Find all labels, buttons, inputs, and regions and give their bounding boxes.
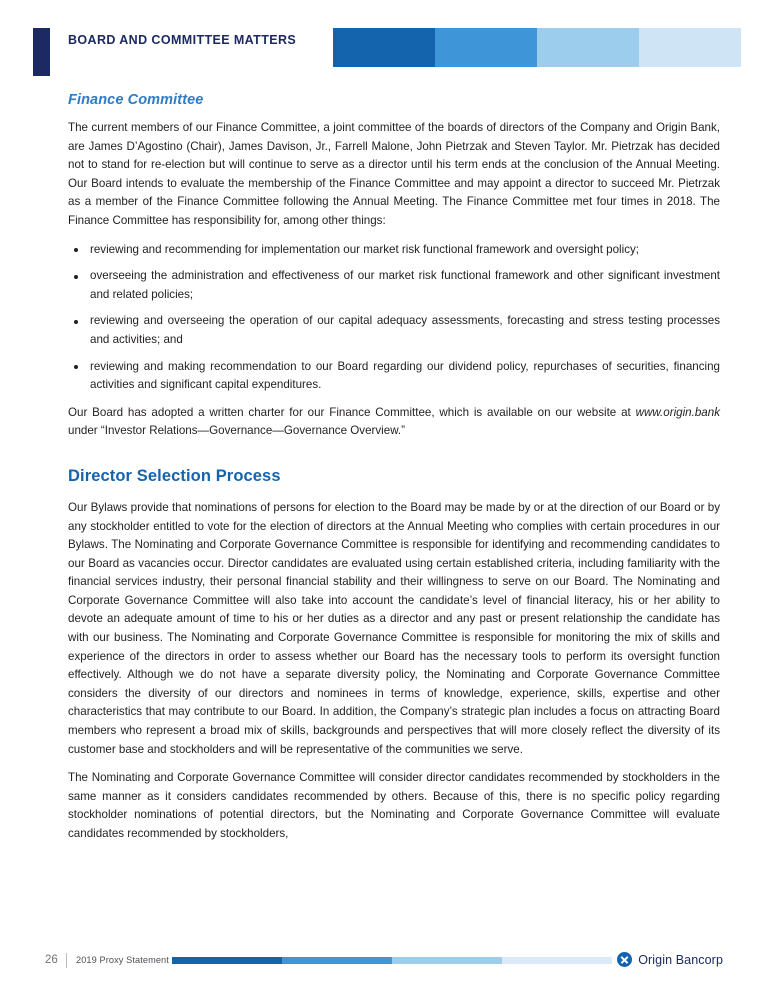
brand-logo <box>617 952 723 967</box>
list-item: overseeing the administration and effectiveness of our market risk functional framework and other significant investment and related policies; <box>68 267 720 304</box>
list-item: reviewing and making recommendation to our Board regarding our dividend policy, repurchases of securities, financing activities and significant capital expenditures. <box>68 358 720 395</box>
header-bar-4 <box>639 28 741 67</box>
website-link-text: www.origin.bank <box>635 405 720 419</box>
footer-divider <box>66 953 67 968</box>
section-heading-director-selection-process: Director Selection Process <box>68 466 281 485</box>
footer-bar-2 <box>282 957 392 964</box>
charter-lead-text: Our Board has adopted a written charter for our Finance Committee, which is available on our website at <box>68 405 636 419</box>
paragraph-director-selection-2: The Nominating and Corporate Governance Committee will consider director candidates recommended by stockholders in the same manner as it considers candidates recommended by others. Because of this, there is no specific policy regarding stockholder nominations of potential directors, but the Nominating and Corporate Governance Committee will evaluate candidates recommended by stockholders, <box>68 771 720 840</box>
brand-name: Origin Bancorp <box>638 952 723 967</box>
page-content <box>68 92 720 854</box>
section-heading-finance-committee: Finance Committee <box>68 92 204 108</box>
footer-bar-4 <box>502 957 612 964</box>
footer-color-bars <box>172 957 612 964</box>
charter-tail-text: under “Investor Relations—Governance—Governance Overview.” <box>68 424 406 438</box>
header-accent-block <box>33 28 50 76</box>
header-bar-2 <box>435 28 537 67</box>
finance-committee-responsibilities-list <box>68 241 720 395</box>
page-title: BOARD AND COMMITTEE MATTERS <box>68 33 297 47</box>
header-bar-1 <box>333 28 435 67</box>
page-header <box>0 28 768 76</box>
footer-bar-3 <box>392 957 502 964</box>
list-item: reviewing and recommending for implementation our market risk functional framework and oversight policy; <box>68 241 720 260</box>
header-color-bars <box>333 28 741 67</box>
page-footer <box>0 952 768 978</box>
paragraph-finance-members: The current members of our Finance Committee, a joint committee of the boards of directors of the Company and Origin Bank, are James D’Agostino (Chair), James Davison, Jr., Farrell Malone, John Pietrzak and Steven Taylor. Mr. Pietrzak has decided not to stand for re-election but will continue to serve as a director until his term ends at the conclusion of the Annual Meeting. Our Board intends to evaluate the membership of the Finance Committee and may appoint a director to succeed Mr. Pietrzak as a member of the Finance Committee following the Annual Meeting. The Finance Committee met four times in 2018. The Finance Committee has responsibility for, among other things: <box>68 121 720 227</box>
paragraph-director-selection-1: Our Bylaws provide that nominations of persons for election to the Board may be made by or at the direction of our Board or by any stockholder entitled to vote for the election of directors at the Annual Meeting who complies with certain procedures in our Bylaws. The Nominating and Corporate Governance Committee is responsible for identifying and recommending candidates to our Board as vacancies occur. Director candidates are evaluated using certain established criteria, including familiarity with the financial services industry, their personal financial stability and their willingness to serve on our Board. The Nominating and Corporate Governance Committee will also take into account the candidate’s level of financial literacy, his or her ability to devote an adequate amount of time to his or her duties as a director and any past or present relationship the candidate has with our business. The Nominating and Corporate Governance Committee is responsible for monitoring the mix of skills and experience of the directors in order to assess whether our Board has the necessary tools to perform its oversight function effectively. Although we do not have a separate diversity policy, the Nominating and Corporate Governance Committee considers the diversity of our directors and nominees in terms of knowledge, experience, skills, expertise and other characteristics that may contribute to our Board. In addition, the Company’s strategic plan includes a focus on attracting Board members who represent a broad mix of skills, backgrounds and perspectives that will more closely reflect the diversity of its customer base and stockholders and will be representative of the communities we serve. <box>68 500 720 756</box>
footer-bar-1 <box>172 957 282 964</box>
x-mark-circle-icon <box>617 952 632 967</box>
page-number: 26 <box>45 954 58 966</box>
list-item: reviewing and overseeing the operation of our capital adequacy assessments, forecasting and stress testing processes and activities; and <box>68 312 720 349</box>
document-label: 2019 Proxy Statement <box>76 955 169 965</box>
header-bar-3 <box>537 28 639 67</box>
paragraph-finance-charter <box>68 404 720 441</box>
